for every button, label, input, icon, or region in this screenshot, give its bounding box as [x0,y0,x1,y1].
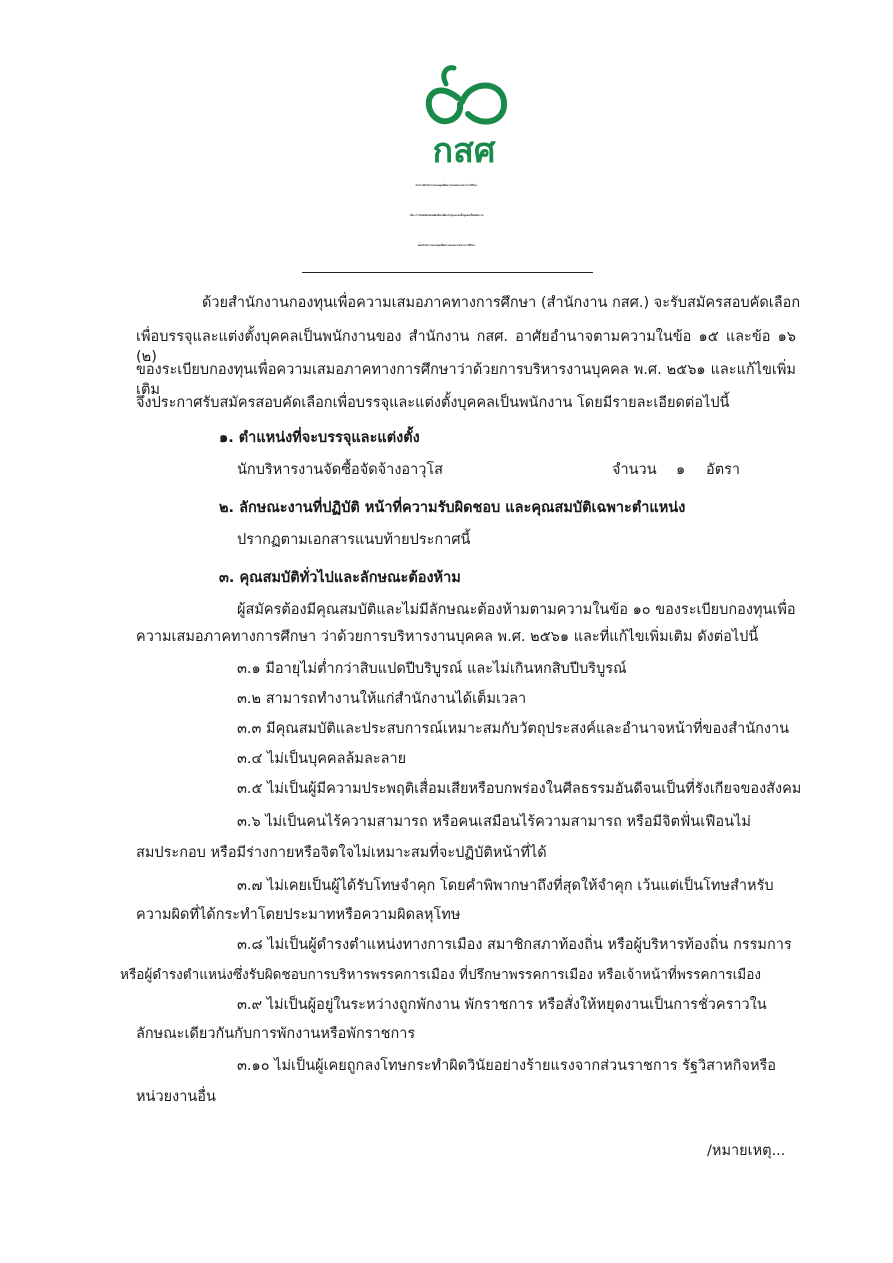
announcement-title: ประกาศสำนักงานกองทุนเพื่อความเสมอภาคทางการศึกษา [415,184,478,187]
item-3-6-line-1: ๓.๖ ไม่เป็นคนไร้ความสามารถ หรือคนเสมือนไร้ความสามารถ หรือมีจิตฟั่นเฟือนไม่ [237,814,751,830]
item-3-3: ๓.๓ มีคุณสมบัติและประสบการณ์เหมาะสมกับวัตถุประสงค์และอำนาจหน้าที่ของสำนักงาน [237,721,790,737]
item-3-6-line-2: สมประกอบ หรือมีร่างกายหรือจิตใจไม่เหมาะสมที่จะปฏิบัติหน้าที่ได้ [136,845,547,861]
item-3-4: ๓.๔ ไม่เป็นบุคคลล้มละลาย [237,751,407,767]
section-3-heading: ๓. คุณสมบัติทั่วไปและลักษณะต้องห้าม [219,570,461,586]
logo-text: กสศ [432,131,496,168]
organization-logo [418,62,510,168]
item-3-8-line-1: ๓.๘ ไม่เป็นผู้ดำรงตำแหน่งทางการเมือง สมาชิกสภาท้องถิ่น หรือผู้บริหารท้องถิ่น กรรมการ [237,937,792,953]
item-3-9-line-2: ลักษณะเดียวกันกับการพักงานหรือพักราชการ [136,1026,416,1042]
continuation-note: /หมายเหตุ... [707,1143,786,1159]
position-count-unit: อัตรา [706,462,741,478]
announcement-organization: ของสำนักงานกองทุนเพื่อความเสมอภาคทางการศึกษา [417,244,476,247]
section-3-intro-line-1: ผู้สมัครต้องมีคุณสมบัติและไม่มีลักษณะต้องห้ามตามความในข้อ ๑๐ ของระเบียบกองทุนเพื่อ [237,602,796,618]
item-3-10-line-1: ๓.๑๐ ไม่เป็นผู้เคยถูกลงโทษกระทำผิดวินัยอย่างร้ายแรงจากส่วนราชการ รัฐวิสาหกิจหรือ [237,1058,776,1074]
intro-line-1: ด้วยสำนักงานกองทุนเพื่อความเสมอภาคทางการศึกษา (สำนักงาน กสศ.) จะรับสมัครสอบคัดเลือก [202,295,801,311]
intro-line-3: ของระเบียบกองทุนเพื่อความเสมอภาคทางการศึกษาว่าด้วยการบริหารงานบุคคล พ.ศ. ๒๕๖๑ และแก้ไขเพิ่มเติม [136,362,796,398]
item-3-2: ๓.๒ สามารถทำงานให้แก่สำนักงานได้เต็มเวลา [237,691,527,707]
item-3-8-line-2: หรือผู้ดำรงตำแหน่งซึ่งรับผิดชอบการบริหารพรรคการเมือง ที่ปรึกษาพรรคการเมือง หรือเจ้าหน้าที่พรรคการเมือง [120,967,762,983]
section-1-heading: ๑. ตำแหน่งที่จะบรรจุและแต่งตั้ง [219,430,420,446]
announcement-subject: เรื่อง การรับสมัครสอบคัดเลือกเพื่อบรรจุและแต่งตั้งบุคคลเป็นพนักงาน [409,214,484,217]
item-3-5: ๓.๕ ไม่เป็นผู้มีความประพฤติเสื่อมเสียหรือบกพร่องในศีลธรรมอันดีจนเป็นที่รังเกียจของสังคม [237,781,802,797]
header-divider [302,272,593,273]
logo-emblem-icon [418,62,510,168]
intro-line-4: จึงประกาศรับสมัครสอบคัดเลือกเพื่อบรรจุและแต่งตั้งบุคคลเป็นพนักงาน โดยมีรายละเอียดต่อไปนี้ [136,395,730,411]
item-3-1: ๓.๑ มีอายุไม่ต่ำกว่าสิบแปดปีบริบูรณ์ และไม่เกินหกสิบปีบริบูรณ์ [237,661,627,677]
section-2-text: ปรากฏตามเอกสารแนบท้ายประกาศนี้ [237,532,471,548]
position-title: นักบริหารงานจัดซื้อจัดจ้างอาวุโส [237,462,444,478]
item-3-7-line-2: ความผิดที่ได้กระทำโดยประมาทหรือความผิดลหุโทษ [136,907,461,923]
position-count-label: จำนวน [612,462,657,478]
section-2-heading: ๒. ลักษณะงานที่ปฏิบัติ หน้าที่ความรับผิดชอบ และคุณสมบัติเฉพาะตำแหน่ง [219,500,686,516]
intro-line-2: เพื่อบรรจุและแต่งตั้งบุคคลเป็นพนักงานของ สำนักงาน กสศ. อาศัยอำนาจตามความในข้อ ๑๕ และข้อ ๑๖ (๒) [136,329,796,365]
item-3-9-line-1: ๓.๙ ไม่เป็นผู้อยู่ในระหว่างถูกพักงาน พักราชการ หรือสั่งให้หยุดงานเป็นการชั่วคราวใน [237,997,767,1013]
position-count: ๑ [676,462,686,478]
item-3-7-line-1: ๓.๗ ไม่เคยเป็นผู้ได้รับโทษจำคุก โดยคำพิพากษาถึงที่สุดให้จำคุก เว้นแต่เป็นโทษสำหรับ [237,878,774,894]
item-3-10-line-2: หน่วยงานอื่น [136,1089,216,1105]
section-3-intro-line-2: ความเสมอภาคทางการศึกษา ว่าด้วยการบริหารงานบุคคล พ.ศ. ๒๕๖๑ และที่แก้ไขเพิ่มเติม ดังต่อไปนี้ [136,629,759,645]
